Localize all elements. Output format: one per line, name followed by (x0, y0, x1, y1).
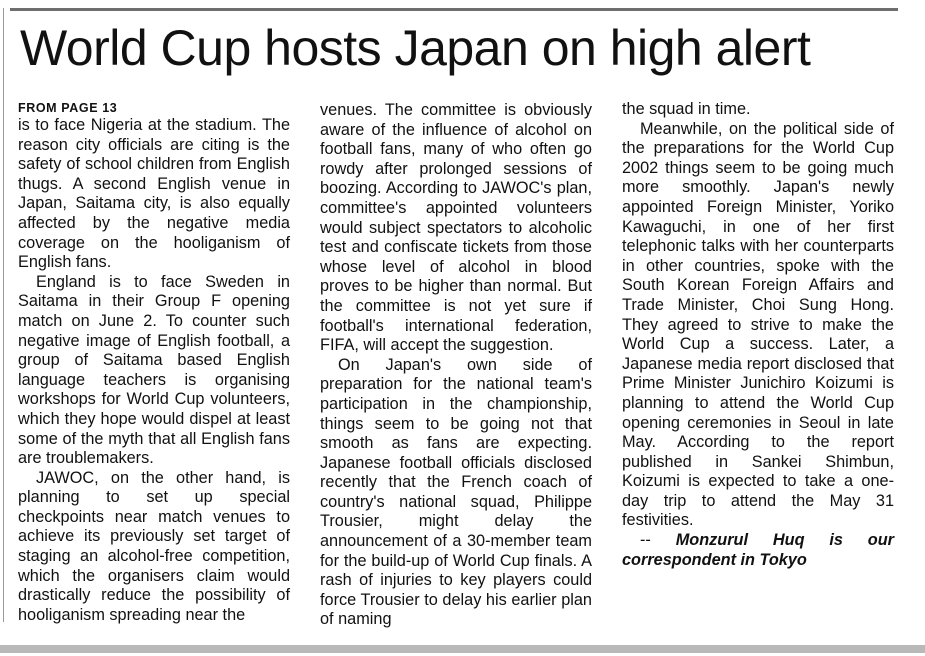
byline-dash: -- (640, 531, 676, 550)
paragraph: On Japan's own side of preparation for the national team's participation in the championship, things seem to be going not that smooth as fans are expecting. Japanese football officials disclosed recently that the French coach of country's national squad, Philippe Trousier, might delay the announcement of a 30-member team for the build-up of World Cup finals. A rash of injuries to key players could force Trousier to delay his earlier plan of naming (320, 355, 592, 629)
paragraph: England is to face Sweden in Saitama in their Group F opening match on June 2. To counter such negative image of English football, a group of Saitama based English language teachers is organising workshops for World Cup volunteers, which they hope would dispel at least some of the myth that all English fans are troublemakers. (18, 272, 290, 468)
article-column-2 (320, 101, 592, 630)
continued-from-kicker: FROM PAGE 13 (18, 101, 118, 115)
headline: World Cup hosts Japan on high alert (20, 20, 811, 76)
paragraph: is to face Nigeria at the stadium. The reason city officials are citing is the safety of school children from English thugs. A second English venue in Japan, Saitama city, is also equally affected by the negative media coverage on the hooliganism of English fans. (18, 116, 290, 272)
paragraph: venues. The committee is obviously aware of the influence of alcohol on football fans, many of who often go rowdy after prolonged sessions of boozing. According to JAWOC's plan, committee's appointed volunteers would subject spectators to alcoholic test and confiscate tickets from those whose level of alcohol in blood proves to be higher than normal. But the committee is not yet sure if football's international federation, FIFA, will accept the suggestion. (320, 101, 592, 355)
paragraph: Meanwhile, on the political side of the preparations for the World Cup 2002 things seem to be going much more smoothly. Japan's newly appointed Foreign Minister, Yoriko Kawaguchi, in one of her first telephonic talks with her counterparts in other countries, spoke with the South Korean Foreign Affairs and Trade Minister, Choi Sung Hong. They agreed to strive to make the World Cup a success. Later, a Japanese media report disclosed that Prime Minister Junichiro Koizumi is planning to attend the World Cup opening ceremonies in Seoul in late May. According to the report published in Sankei Shimbun, Koizumi is expected to take a one-day trip to attend the May 31 festivities. (622, 119, 894, 530)
top-rule (10, 8, 898, 11)
article-column-3 (622, 100, 894, 570)
left-rule (3, 8, 4, 622)
byline-paragraph (622, 531, 894, 570)
paragraph: JAWOC, on the other hand, is planning to set up special checkpoints near match venues to achieve its previously set target of staging an alcohol-free competition, which the organisers claim would drastically reduce the possibility of hooliganism spreading near the (18, 468, 290, 624)
paragraph: the squad in time. (622, 100, 751, 118)
bottom-rule (0, 645, 925, 653)
article-column-1 (18, 100, 290, 625)
byline: Monzurul Huq is our correspondent in Tokyo (622, 531, 894, 569)
